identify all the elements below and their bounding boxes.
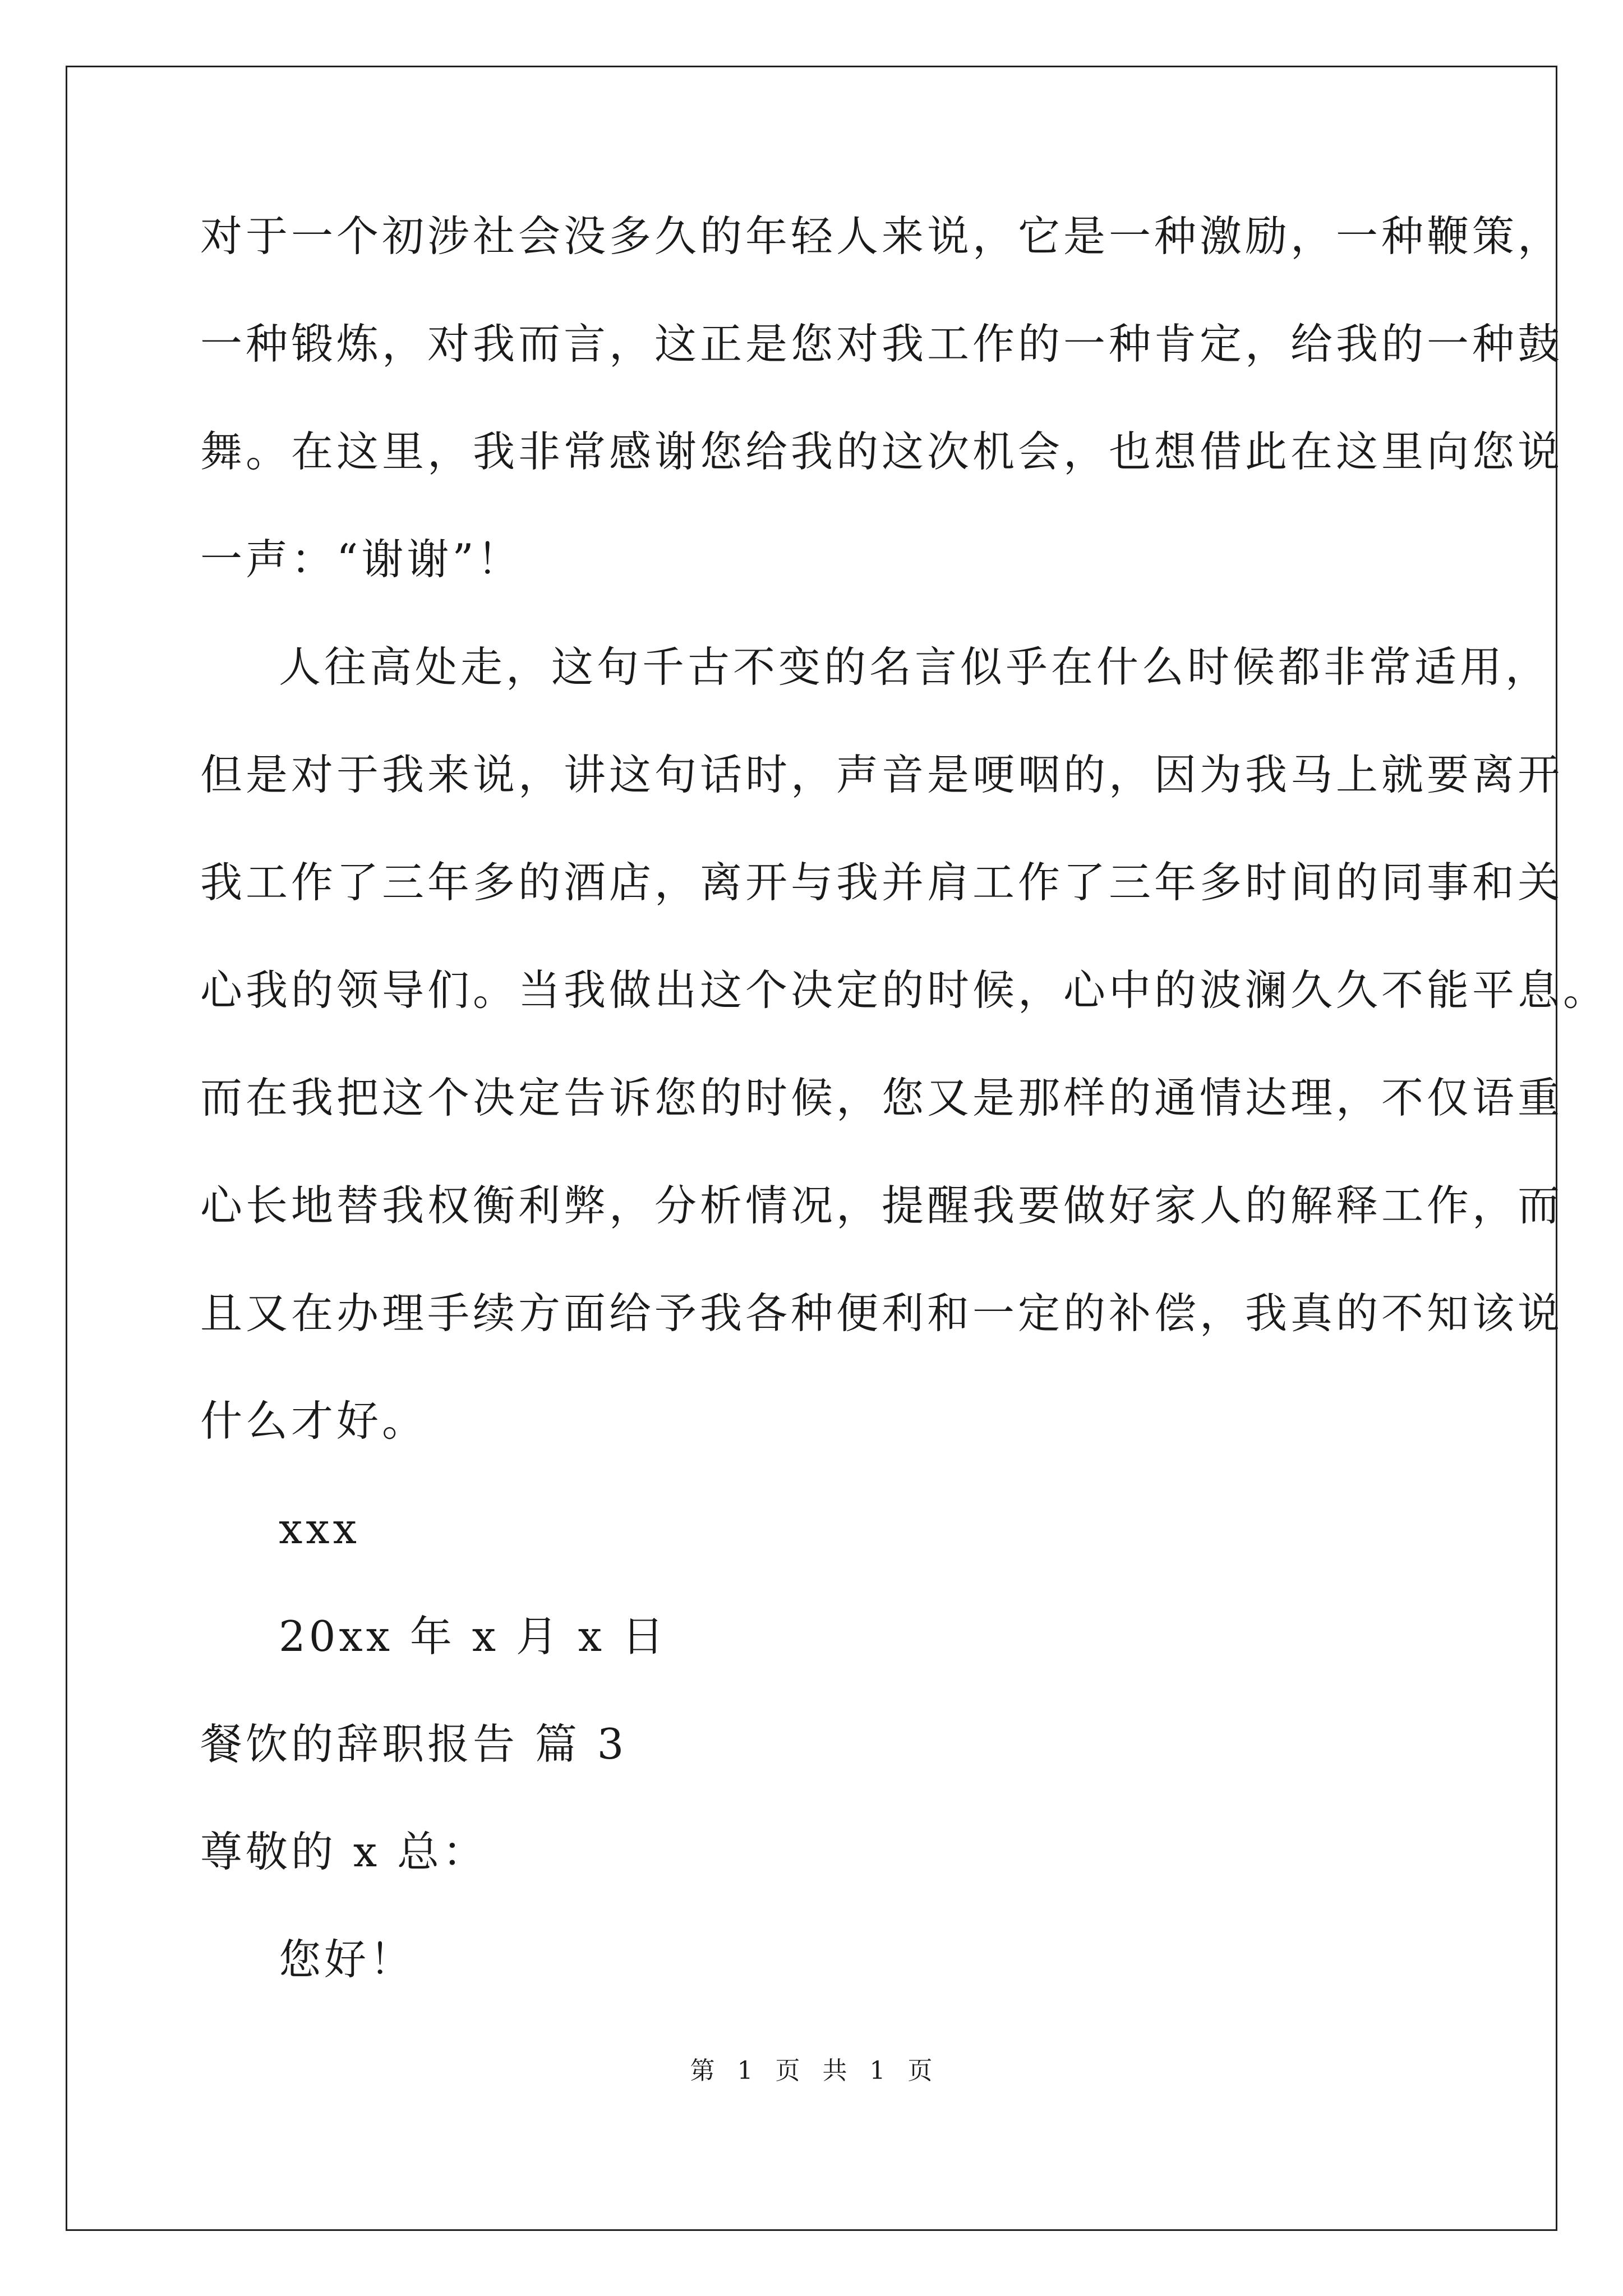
paragraph-line-7: 我工作了三年多的酒店，离开与我并肩工作了三年多时间的同事和关 — [200, 858, 1564, 907]
paragraph-line-6: 但是对于我来说，讲这句话时，声音是哽咽的，因为我马上就要离开 — [200, 750, 1564, 799]
paragraph-line-11: 且又在办理手续方面给予我各种便利和一定的补偿，我真的不知该说 — [200, 1289, 1564, 1338]
greeting: 您好！ — [279, 1935, 416, 1984]
salutation: 尊敬的 x 总： — [200, 1827, 488, 1876]
page-frame — [66, 66, 1609, 2231]
paragraph-line-3: 舞。在这里，我非常感谢您给我的这次机会，也想借此在这里向您说 — [200, 427, 1564, 476]
paragraph-line-4: 一声：“谢谢”！ — [200, 535, 523, 584]
paragraph-line-8: 心我的领导们。当我做出这个决定的时候，心中的波澜久久不能平息。 — [200, 965, 1609, 1015]
page-number-footer: 第 1 页 共 1 页 — [690, 2056, 933, 2085]
paragraph-line-9: 而在我把这个决定告诉您的时候，您又是那样的通情达理，不仅语重 — [200, 1073, 1564, 1122]
paragraph-line-2: 一种锻炼，对我而言，这正是您对我工作的一种肯定，给我的一种鼓 — [200, 319, 1564, 369]
paragraph-line-5: 人往高处走，这句千古不变的名言似乎在什么时候都非常适用， — [279, 642, 1551, 692]
signature-name: xxx — [279, 1504, 360, 1553]
signature-date: 20xx 年 x 月 x 日 — [279, 1612, 667, 1661]
paragraph-line-1: 对于一个初涉社会没多久的年轻人来说，它是一种激励，一种鞭策， — [200, 211, 1564, 261]
section-title: 餐饮的辞职报告 篇 3 — [200, 1719, 628, 1769]
paragraph-line-10: 心长地替我权衡利弊，分析情况，提醒我要做好家人的解释工作，而 — [200, 1181, 1564, 1230]
paragraph-line-12: 什么才好。 — [200, 1396, 428, 1446]
